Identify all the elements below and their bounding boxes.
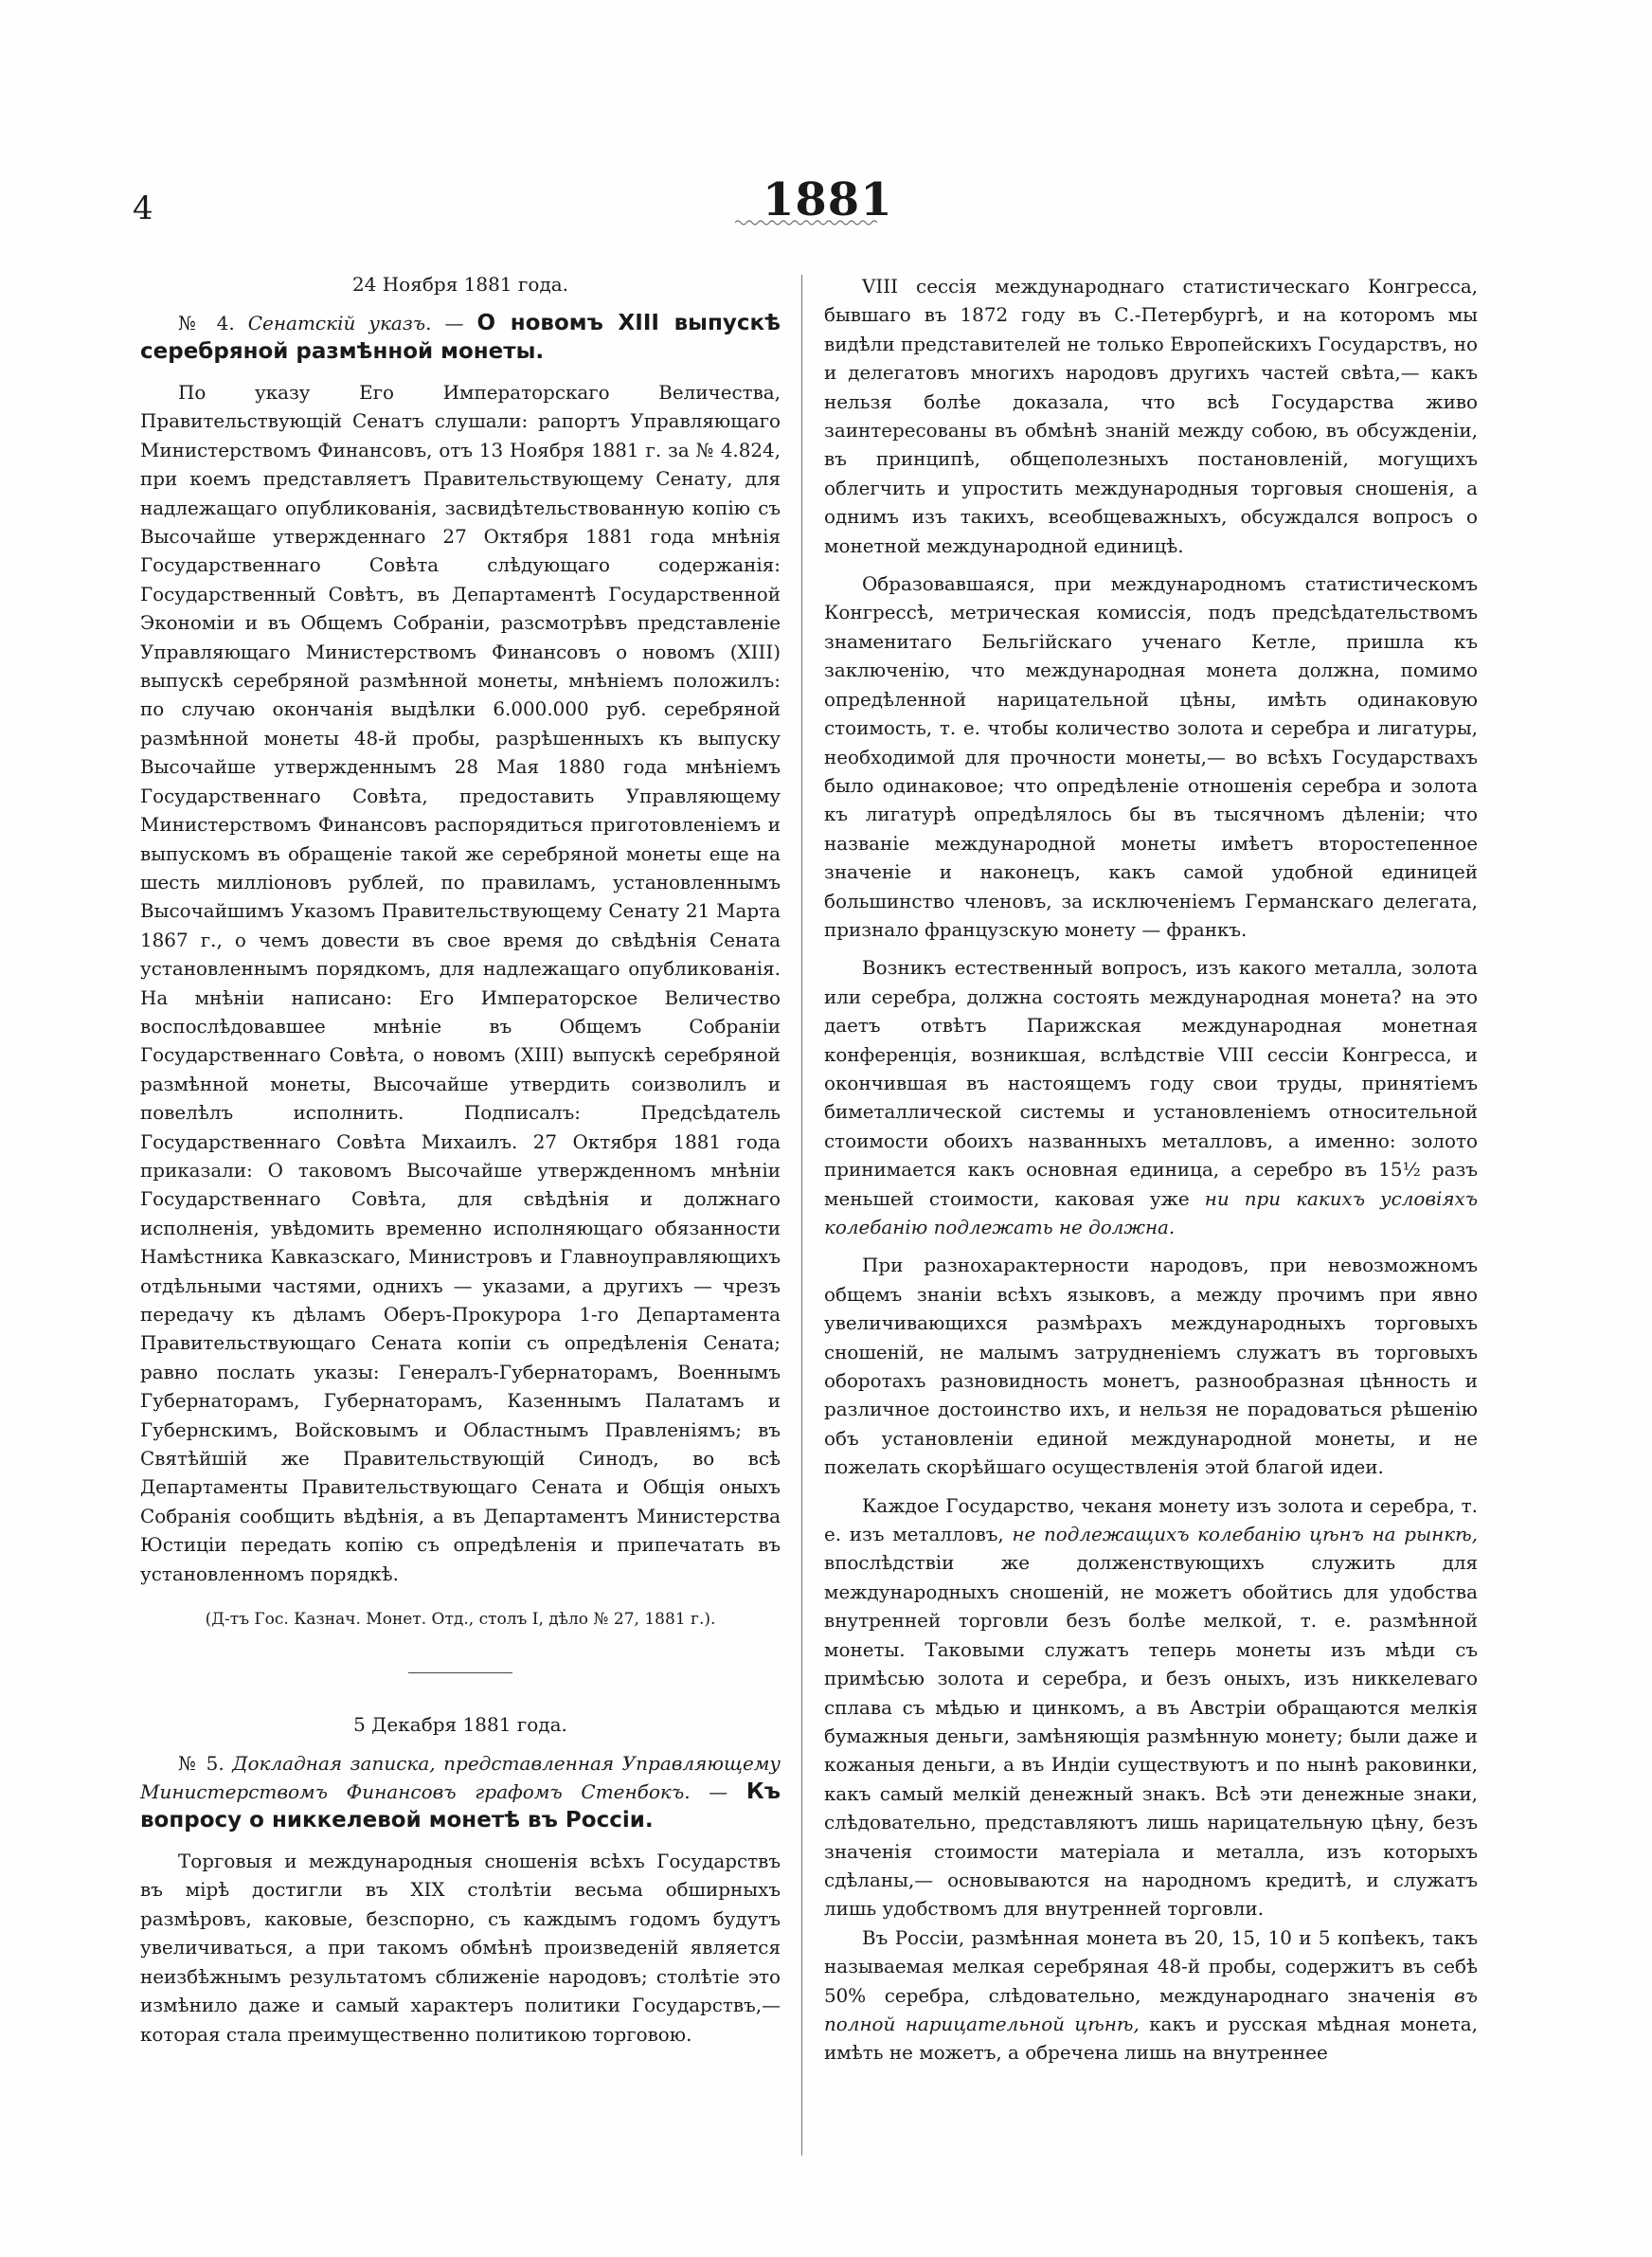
doc1-body: По указу Его Императорскаго Величества, Правительствующій Сенатъ слушали: рапортъ Управляющаго Министерствомъ Финансовъ, отъ 13 Ноября 1881 г. за № 4.824, при коемъ представляетъ Правительствующему Сенату, для надлежащаго опубликованія, засвидѣтельствованную копію съ Высочайше утвержденнаго 27 Октября 1881 года мнѣнія Государственнаго Совѣта слѣдующаго содержанія: Государственный Совѣтъ, въ Департаментѣ Государственной Экономіи и въ Общемъ Собраніи, разсмотрѣвъ представленіе Управляющаго Министерствомъ Финансовъ о новомъ (XIII) выпускѣ серебряной размѣнной монеты, мнѣніемъ положилъ: по случаю окончанія выдѣлки 6.000.000 руб. серебряной размѣнной монеты 48-й пробы, разрѣшенныхъ къ выпуску Высочайше утвержденнымъ 28 Мая 1880 года мнѣніемъ Государственнаго Совѣта, предоставить Управляющему Министерствомъ Финансовъ распорядиться приготовленіемъ и выпускомъ въ обращеніе такой же серебряной монеты еще на шесть милліоновъ рублей, по правиламъ, установленнымъ Высочайшимъ Указомъ Правительствующему Сенату 21 Марта 1867 г., о чемъ довести въ свое время до свѣдѣнія Сената установленнымъ порядкомъ, для надлежащаго опубликованія. На мнѣніи написано: Его Императорское Величество воспослѣдовавшее мнѣніе въ Общемъ Собраніи Государственнаго Совѣта, о новомъ (XIII) выпускѣ серебряной размѣнной монеты, Высочайше утвердить соизволилъ и повелѣлъ исполнить. Подписалъ: Предсѣдатель Государственнаго Совѣта Михаилъ. 27 Октября 1881 года приказали: О таковомъ Высочайше утвержденномъ мнѣніи Государственнаго Совѣта, для свѣдѣнія и должнаго исполненія, увѣдомить временно исполняющаго обязанности Намѣстника Кавказскаго, Министровъ и Главноуправляющихъ отдѣльными частями, однихъ — указами, а другихъ — чрезъ передачу къ дѣламъ Оберъ-Прокурора 1-го Департамента Правительствующаго Сената копіи съ опредѣленія Сената; равно послать указы: Генералъ-Губернаторамъ, Военнымъ Губернаторамъ, Губернаторамъ, Казеннымъ Палатамъ и Губернскимъ, Войсковымъ и Областнымъ Правленіямъ; въ Святѣйшій же Правительствующій Синодъ, во всѣ Департаменты Правительствующаго Сената и Общія оныхъ Собранія сообщить вѣдѣнія, а въ Департаментъ Министерства Юстиціи передать копію съ опредѣленія и припечатать въ установленномъ порядкѣ. bbox=[140, 382, 781, 1585]
section-separator bbox=[408, 1672, 512, 1673]
paragraph-2: Образовавшаяся, при международномъ статистическомъ Конгрессѣ, метрическая комиссія, подъ предсѣдательствомъ знаменитаго Бельгійскаго ученаго Кетле, пришла къ заключенію, что международная монета должна, помимо опредѣленной нарицательной цѣны, имѣть одинаковую стоимость, т. е. чтобы количество золота и серебра и лигатуры, необходимой для прочности монеты,— во всѣхъ Государствахъ было одинаковое; что опредѣленіе отношенія серебра и золота къ лигатурѣ опредѣлялось бы въ тысячномъ дѣленіи; что названіе международной монеты имѣетъ второстепенное значеніе и наконецъ, какъ самой удобной единицей большинство членовъ, за исключеніемъ Германскаго делегата, признало французскую монету — франкъ. bbox=[824, 573, 1478, 941]
paragraph-1: VIII сессія международнаго статистическаго Конгресса, бывшаго въ 1872 году въ С.-Петербургѣ, и на которомъ мы видѣли представителей не только Европейскихъ Государствъ, но и делегатовъ многихъ народовъ другихъ частей свѣта,— какъ нельзя болѣе доказала, что всѣ Государства живо заинтересованы въ обмѣнѣ знаній между собою, въ обсужденіи, въ принципѣ, общеполезныхъ постановленій, могущихъ облегчить и упростить международныя торговыя сношенія, а однимъ изъ такихъ, всеобщеважныхъ, обсуждался вопросъ о монетной международной единицѣ. bbox=[824, 276, 1478, 557]
page-number: 4 bbox=[133, 190, 153, 227]
paragraph-3 bbox=[824, 954, 1478, 1242]
doc2-dash: — bbox=[690, 1780, 746, 1804]
doc1-dash: — bbox=[431, 312, 477, 334]
paragraph-4: При разнохарактерности народовъ, при невозможномъ общемъ знаніи всѣхъ языковъ, а между прочимъ при явно увеличивающихся размѣрахъ международныхъ торговыхъ сношеній, не малымъ затрудненіемъ служатъ въ торговыхъ оборотахъ разновидность монетъ, разнообразная цѣнность и различное достоинство ихъ, и нельзя не порадоваться рѣшенію объ установленіи единой международной монеты, и не пожелать скорѣйшаго осуществленія этой благой идеи. bbox=[824, 1255, 1478, 1479]
paragraph-3-emphasis: ни при какихъ условіяхъ колебанію подлежать не должна. bbox=[824, 1187, 1478, 1238]
doc1-type: Сенатскій указъ. bbox=[247, 312, 432, 334]
doc1-date: 24 Ноября 1881 года. bbox=[351, 273, 569, 296]
doc2-date: 5 Декабря 1881 года. bbox=[353, 1713, 567, 1737]
column-divider bbox=[801, 275, 802, 2156]
doc1-heading bbox=[140, 309, 781, 366]
doc1-title: О новомъ XIII выпускѣ серебряной размѣнной монеты. bbox=[140, 311, 781, 364]
paragraph-5 bbox=[824, 1492, 1478, 1924]
paragraph-5-text-b: впослѣдствіи же долженствующихъ служить для международныхъ сношеній, не можетъ обойтись для удобства внутренней торговли безъ болѣе мелкой, т. е. размѣнной монеты. Таковыми служатъ теперь монеты изъ мѣди съ примѣсью золота и серебра, и безъ оныхъ, изъ никкелеваго сплава съ мѣдью и цинкомъ, а въ Австріи обращаются мелкія бумажныя деньги, замѣняющія размѣнную монету; были даже и кожаныя деньги, а въ Индіи существуютъ и по нынѣ раковинки, какъ самый мелкій денежный знакъ. Всѣ эти денежные знаки, слѣдовательно, представляютъ лишь нарицательную цѣну, безъ значенія стоимости матеріала и металла, изъ которыхъ сдѣланы,— основываются на народномъ кредитѣ, и служатъ лишь удобствомъ для внутренней торговли. bbox=[824, 1552, 1478, 1921]
paragraph-6-text-a: Въ Россіи, размѣнная монета въ 20, 15, 10 и 5 копѣекъ, такъ называемая мелкая серебряная 48-й пробы, содержитъ въ себѣ 50% серебра, слѣдовательно, международнаго значенія bbox=[824, 1926, 1478, 2007]
doc1-source: (Д-тъ Гос. Казнач. Монет. Отд., столъ I, дѣло № 27, 1881 г.). bbox=[205, 1610, 716, 1630]
right-column bbox=[824, 273, 1478, 2068]
doc2-heading bbox=[140, 1749, 781, 1834]
doc2-type: Докладная записка, представленная Управляющему Министерствомъ Финансовъ графомъ Стенбокъ. bbox=[140, 1752, 781, 1804]
paragraph-5-text-a: Каждое Государство, чеканя монету изъ золота и серебра, т. е. изъ металловъ, bbox=[824, 1494, 1478, 1546]
decorative-wavy-rule bbox=[735, 218, 877, 227]
paragraph-3-text: Возникъ естественный вопросъ, изъ какого металла, золота или серебра, должна состоять международная монета? на это даетъ отвѣтъ Парижская международная монетная конференція, возникшая, вслѣдствіе VIII сессіи Конгресса, и окончившая въ настоящемъ году свои труды, принятіемъ биметаллической системы и установленіемъ относительной стоимости обоихъ названныхъ металловъ, а именно: золото принимается какъ основная единица, а серебро въ 15½ разъ меньшей стоимости, каковая уже bbox=[824, 957, 1478, 1210]
paragraph-6-text-b: какъ и русская мѣдная монета, имѣть не можетъ, а обречена лишь на внутреннее bbox=[824, 2013, 1478, 2065]
doc2-number: № 5. bbox=[178, 1752, 224, 1776]
paragraph-5-emphasis: не подлежащихъ колебанію цѣнъ на рынкѣ, bbox=[1012, 1524, 1478, 1546]
doc1-number: № 4. bbox=[178, 312, 235, 334]
left-column bbox=[140, 273, 781, 2049]
paragraph-6 bbox=[824, 1924, 1478, 2068]
doc2-body: Торговыя и международныя сношенія всѣхъ Государствъ въ мірѣ достигли въ XIX столѣтіи весьма обширныхъ размѣровъ, каковые, безспорно, съ каждымъ годомъ будутъ увеличиваться, а при такомъ обмѣнѣ произведеній является неизбѣжнымъ результатомъ сближеніе народовъ; столѣтіе это измѣнило даже и самый характеръ политики Государствъ,— которая стала преимущественно политикою торговою. bbox=[140, 1851, 781, 2046]
doc2-title: Къ вопросу о никкелевой монетѣ въ Россіи. bbox=[140, 1779, 781, 1833]
running-header-year: 1881 bbox=[763, 173, 893, 226]
paragraph-6-emphasis: въ полной нарицательной цѣнѣ, bbox=[824, 1984, 1479, 2035]
